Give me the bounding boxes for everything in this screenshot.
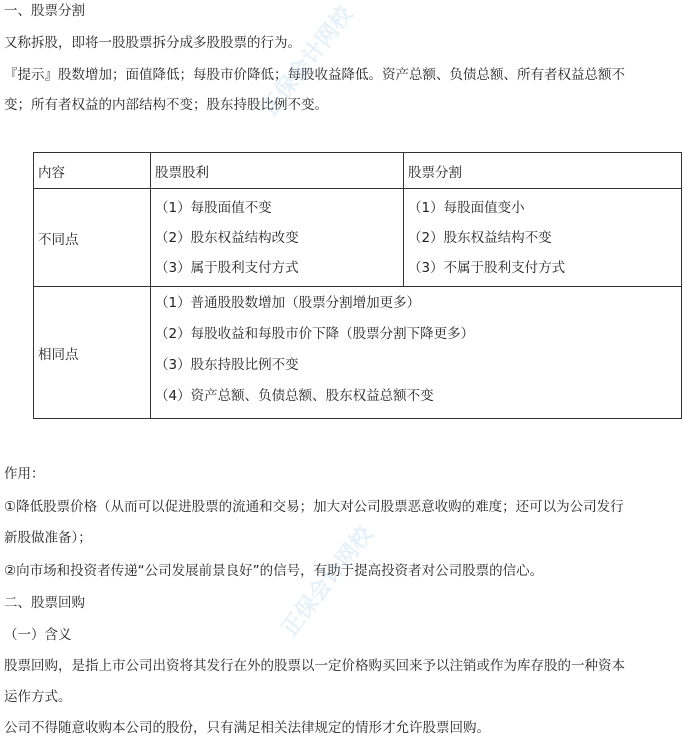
section-2-subtitle: （一）含义 (4, 627, 72, 643)
cell-similarities (151, 287, 682, 419)
table-header-row (34, 153, 682, 189)
section-2-definition-line-1: 股票回购，是指上市公司出资将其发行在外的股票以一定价格购买回来予以注销或作为库存股的一种资本 (4, 658, 625, 674)
list-item: （1）每股面值变小 (408, 200, 525, 216)
list-item: （2）每股收益和每股市价下降（股票分割下降更多） (155, 326, 475, 342)
list-item: （1）每股面值不变 (155, 200, 272, 216)
tip-text-line-2: 变；所有者权益的内部结构不变；股东持股比例不变。 (4, 97, 328, 113)
effect-1-line-1: ①降低股票价格（从而可以促进股票的流通和交易；加大对公司股票恶意收购的难度；还可以为公司发行 (4, 499, 624, 515)
section-2-rule: 公司不得随意收购本公司的股份，只有满足相关法律规定的情形才允许股票回购。 (4, 720, 490, 736)
header-content: 内容 (34, 153, 151, 189)
list-item: （4）资产总额、负债总额、股东权益总额不变 (155, 388, 434, 404)
list-item: （2）股东权益结构改变 (155, 230, 299, 246)
list-item: （3）属于股利支付方式 (155, 260, 299, 276)
section-2-definition-line-2: 运作方式。 (4, 689, 72, 705)
definition-text: 又称拆股，即将一股股票拆分成多股股票的行为。 (4, 35, 301, 51)
tip-text-line-1: 『提示』股数增加；面值降低；每股市价降低；每股收益降低。资产总额、负债总额、所有者权益总额不 (4, 67, 625, 83)
comparison-table (33, 152, 682, 419)
label-similarities: 相同点 (34, 287, 151, 419)
section-1-title: 一、股票分割 (4, 3, 85, 19)
list-item: （3）不属于股利支付方式 (408, 260, 566, 276)
list-item: （2）股东权益结构不变 (408, 230, 552, 246)
section-2-title: 二、股票回购 (4, 595, 85, 611)
label-differences: 不同点 (34, 189, 151, 287)
effect-1-line-2: 新股做准备）； (4, 530, 92, 546)
watermark-logo: 正保会计网校 (257, 2, 359, 122)
cell-split-differences (404, 189, 682, 287)
cell-dividend-differences (151, 189, 404, 287)
watermark-logo: 正保会计网校 (277, 522, 379, 642)
table-row-similarities (34, 287, 682, 419)
list-item: （3）股东持股比例不变 (155, 357, 299, 373)
table-row-differences (34, 189, 682, 287)
list-item: （1）普通股股数增加（股票分割增加更多） (155, 295, 421, 311)
header-stock-split: 股票分割 (404, 153, 682, 189)
effect-title: 作用： (4, 466, 45, 482)
header-stock-dividend: 股票股利 (151, 153, 404, 189)
effect-2: ②向市场和投资者传递“公司发展前景良好”的信号，有助于提高投资者对公司股票的信心。 (4, 563, 544, 579)
